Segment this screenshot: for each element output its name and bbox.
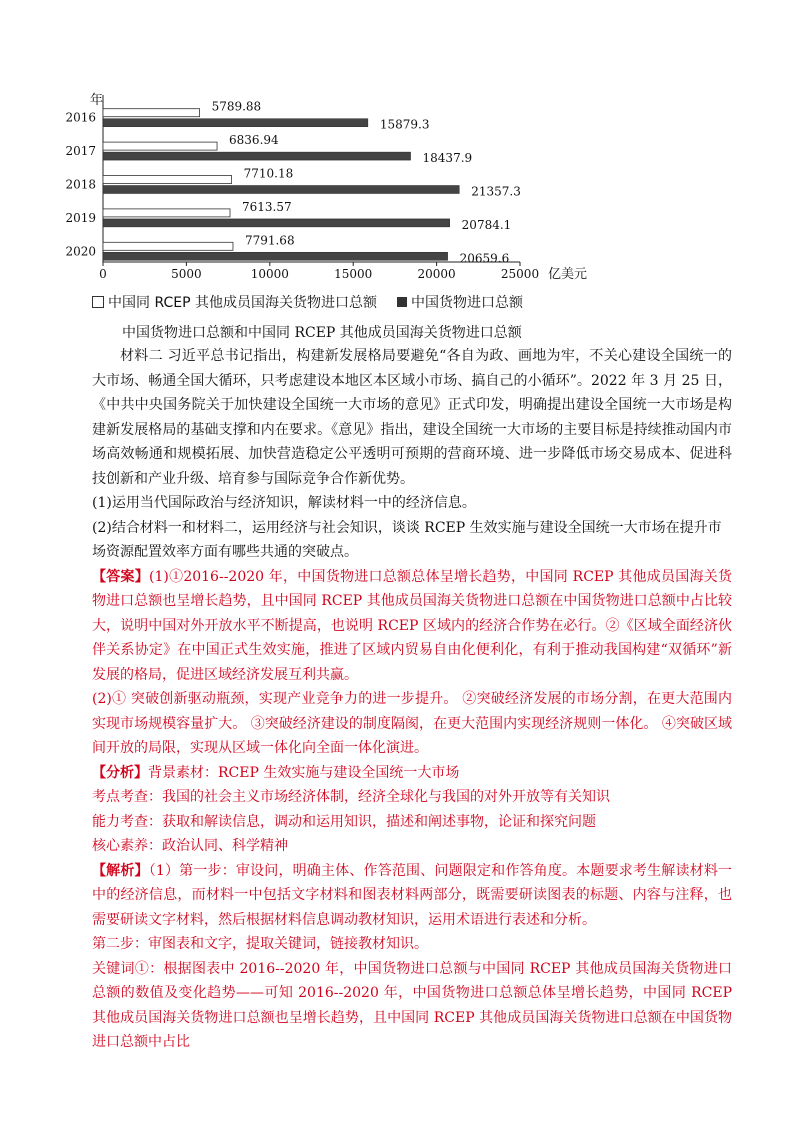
category-label: 2017 [65, 144, 96, 159]
bar-total [103, 119, 368, 127]
question-2: (2)结合材料一和材料二，运用经济与社会知识，谈谈 RCEP 生效实施与建设全国统一大市场在提升市场资源配置效率方面有哪些共通的突破点。 [92, 519, 722, 560]
data-label-total: 21357.3 [471, 184, 521, 199]
legend-item-total: 中国货物进口总额 [411, 295, 523, 311]
bar-rcep [103, 142, 217, 150]
legend-item-rcep: 中国同 RCEP 其他成员国海关货物进口总额 [108, 295, 377, 311]
analysis-label: 【分析】 [92, 764, 148, 781]
bar-rcep [103, 209, 230, 217]
x-tick-label: 10000 [250, 267, 289, 281]
question-1: (1)运用当代国际政治与经济知识，解读材料一中的经济信息。 [92, 495, 476, 511]
x-tick-label: 25000 [500, 267, 540, 281]
material-two: 材料二 习近平总书记指出，构建新发展格局要避免“各自为政、画地为牢，不关心建设全国统一的大市场、畅通全国大循环，只考虑建设本地区本区域小市场、搞自己的小循环”。2022 年 3 月 25 日，《中共中央国务院关于加快建设全国统一大市场的意见》正式印发，明确提出建设全国统一大市场是构建新发展格局的基础支撑和内在要求。《意见》指出，建设全国统一大市场的主要目标是持续推动国内市场高效畅通和规模拓展、加快营造稳定公平透明可预期的营商环境、进一步降低市场交易成本、促进科技创新和产业升级、培育参与国际竞争合作新优势。 [92, 348, 732, 487]
bar-rcep [103, 176, 232, 184]
step-two: 第二步：审图表和文字，提取关键词，链接教材知识。 [92, 936, 428, 952]
bar-total [103, 186, 459, 194]
bar-total [103, 152, 411, 160]
data-label-total: 20659.6 [459, 251, 510, 266]
x-tick-label: 20000 [417, 267, 456, 281]
nengli: 能力考查：获取和解读信息，调动和运用知识，描述和阐述事物，论证和探究问题 [92, 813, 596, 830]
import-bar-chart [0, 0, 800, 290]
jiexi-text: （1）第一步：审设问，明确主体、作答范围、问题限定和作答角度。本题要求考生解读材料一中的经济信息，而材料一中包括文字材料和图表材料两部分，既需要研读图表的标题、内容与注释，也需要研读文字材料，然后根据材料信息调动教材知识，运用术语进行表述和分析。 [92, 862, 733, 928]
answer-1-text: (1)①2016--2020 年，中国货物进口总额总体呈增长趋势，中国同 RCEP 其他成员国海关货物进口总额也呈增长趋势，且中国同 RCEP 其他成员国海关货物进口总额在中国货物进口总额中占比较大，说明中国对外开放水平不断提高，也说明 RCEP 区域内的经济合作势在必行。②《区域全面经济伙伴关系协定》在中国正式生效实施，推进了区域内贸易自由化便利化，有利于推动我国构建“双循环”新发展的格局，促进区域经济发展互利共赢。 [92, 568, 732, 683]
jiexi [92, 859, 732, 933]
category-label: 2016 [65, 110, 96, 125]
y-axis-label: 年 [90, 93, 104, 108]
document-body [92, 344, 732, 1055]
data-label-total: 20784.1 [461, 217, 512, 232]
bar-total [103, 219, 450, 227]
x-tick-label: 15000 [334, 267, 373, 281]
legend-swatch-solid [397, 297, 407, 307]
bar-total [103, 252, 448, 260]
analysis-text: 背景素材：RCEP 生效实施与建设全国统一大市场 [148, 764, 460, 781]
bar-rcep [103, 109, 200, 117]
x-tick-label: 0 [99, 267, 107, 281]
data-label-rcep: 6836.94 [229, 133, 279, 148]
kaodian: 考点考查：我国的社会主义市场经济体制，经济全球化与我国的对外开放等有关知识 [92, 789, 610, 805]
answer-label: 【答案】 [92, 568, 149, 585]
answer-2: (2)① 突破创新驱动瓶颈，实现产业竞争力的进一步提升。 ②突破经济发展的市场分割，在更大范围内实现市场规模容量扩大。 ③突破经济建设的制度隔阂，在更大范围内实现经济规则一体化。 ④突破区域间开放的局限，实现从区域一体化向全面一体化演进。 [92, 691, 732, 756]
analysis [92, 761, 732, 786]
answer-1 [92, 565, 732, 688]
data-label-rcep: 7710.18 [243, 166, 294, 181]
legend-swatch-hollow [92, 296, 104, 308]
chart-legend [92, 292, 523, 312]
category-label: 2020 [65, 244, 96, 259]
data-label-rcep: 7791.68 [244, 233, 295, 248]
data-label-total: 15879.3 [379, 117, 430, 132]
data-label-total: 18437.9 [422, 151, 473, 166]
bar-rcep [103, 242, 233, 250]
x-axis-unit: 亿美元 [548, 267, 588, 282]
data-label-rcep: 7613.57 [241, 199, 292, 214]
category-label: 2018 [65, 177, 96, 192]
x-tick-label: 5000 [171, 267, 202, 281]
data-label-rcep: 5789.88 [211, 99, 262, 114]
jiexi-label: 【解析】 [92, 862, 149, 879]
suyang: 核心素养：政治认同、科学精神 [92, 838, 288, 854]
keyword-1: 关键词①：根据图表中 2016--2020 年，中国货物进口总额与中国同 RCEP 其他成员国海关货物进口总额的数值及变化趋势——可知 2016--2020 年，中国货物进口总额总体呈增长趋势，中国同 RCEP 其他成员国海关货物进口总额也呈增长趋势，且中国同 RCEP 其他成员国海关货物进口总额在中国货物进口总额中占比 [92, 960, 732, 1050]
chart-caption: 中国货物进口总额和中国同 RCEP 其他成员国海关货物进口总额 [122, 325, 522, 341]
category-label: 2019 [65, 210, 96, 225]
